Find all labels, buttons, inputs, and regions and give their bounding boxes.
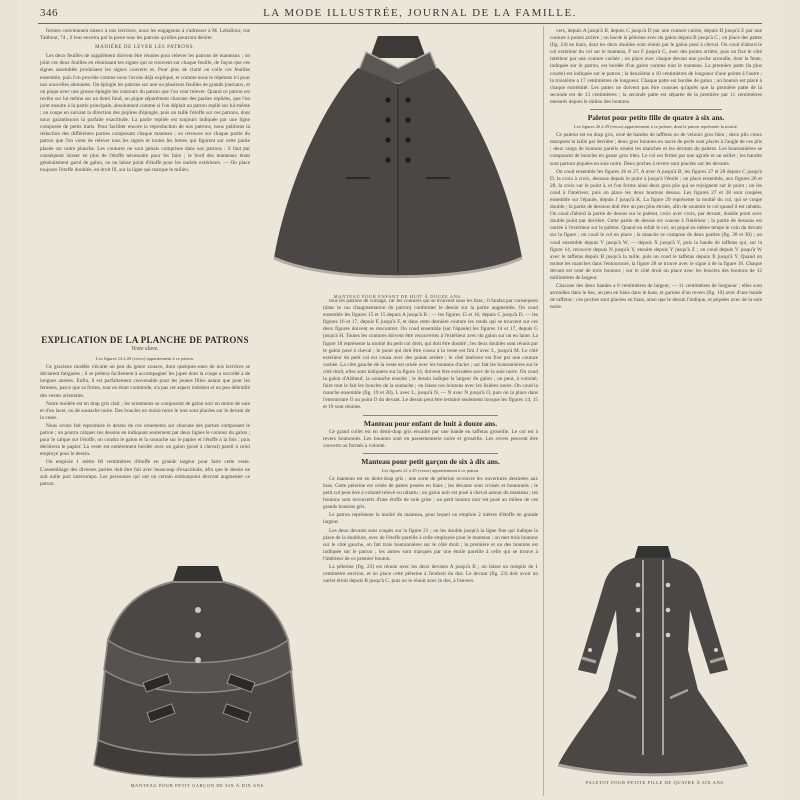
- caption-bottom-left: MANTEAU POUR PETIT GARÇON DE SIX À DIX ANS.: [130, 783, 266, 788]
- explication-heading: EXPLICATION DE LA PLANCHE DE PATRONS: [41, 335, 249, 345]
- girl-paragraph-3: Chacune des deux bandes a 8 centimètres de largeur, — 11 centimètres de longueur ; elles sont arrondies dans le bas, un peu en biais dans le haut, et garnies d'un revers (fig. 10) avec d'une bande de taffetas ; ces poches sont placées en biais, ainsi que le dessin l'indique, et piquées avec de la soie noire.: [550, 283, 762, 311]
- boy-figures-note: Les figures 21 à 25 (verso) appartiennent à ce patron.: [381, 467, 480, 473]
- manner-paragraph: Les deux feuilles de supplément doivent être réunies pour relever les patrons de manteaux ; on joint ces deux feuilles en réunissant les signes qui se trouvent sur chaque feuille, de façon que ces signes assemblés produisent les signes couverts et. Pour plus de clarté on colle ces feuilles ensemble, puis l'on procède comme nous l'avons déjà expliqué, et comme nous le répétons ici pour nos nouvelles abonnées. On épingle les patrons sur une ou plusieurs feuilles de grands journaux, et on pique avec une grosse épingle les contours du patron que l'on veut relever. Quand ce patron est revêtu sur lui-même sur un demi fond, on pique séparément chacune des parties repliées, que l'on joint ensuite à la partie principale, absolument comme si l'on déplait un patron replié sur lui-même ; on coupe en suivant la direction des piqûres d'épingle, puis on taille l'étoffe sur ces patrons, dont nous garantissons la parfaite exactitude. La partie repliée est toujours indiquée par une ligne composée de petits traits. Pour faciliter encore la reproduction de nos patrons, nous publions la réduction des différentes parties composant chaque manteau ; on retrouve sur chaque partie du patron que l'on vient de relever tous les signes et toutes les lettres qui figurent sur cette partie placée sur notre planche. Les coutures ne sont jamais comprises dans nos patrons : il faut par conséquent laisser en plus de l'étoffe nécessaire pour les faire ; le bord des manteaux étant généralement garni de galon, on ne laisse point d'étoffe pour les ourlets extérieurs. — On place toujours l'étoffe doublée, en droit fil, sur la ligne qui marque le milieu.: [40, 53, 250, 173]
- veste-paragraph-4: On emploie 1 mètre 60 centimètres d'étoffe en grande largeur pour faire cette veste. L'assemblage des diverses parties doit être fait avec beaucoup d'exactitude, afin que le dessin ne soit nulle part interrompu. Les personnes qui ont un certain embonpoint devront augmenter ce patron.: [40, 459, 250, 487]
- boy-paragraph-1: Ce manteau est en demi-drap gris ; une sorte de pèlerine recouvre les ouvertures destinées aux bras. Cette pèlerine est ornée de pattes posées en biais ; les devants sont croisés et boutonnés ; le petit col peut être à volonté relevé ou rabattu ; un galon noir est posé à cheval autour du manteau ; les boutons sont recouverts d'une étoffe de soie grise ; un petit bouton noir est posé au milieu de ces grands boutons gris.: [323, 475, 538, 511]
- journal-page: [18, 0, 778, 800]
- child-cape-heading: Manteau pour enfant de huit à douze ans.: [363, 418, 498, 428]
- intro-paragraph: formes conviennent mieux à nos lectrices, nous les engageons à s'adresser à M. Leballour, rue Taitbout, 74 ; il leur enverra par la poste tous les patrons qu'elles pourront désirer.: [40, 28, 250, 42]
- overcoat-illustration-left: [78, 560, 318, 785]
- veste-slave-subheading: Veste slave.: [131, 346, 159, 352]
- girl-figures-note: Les figures 26 à 29 (verso) appartiennent à ce paletot, dont le patron représente la moitié.: [574, 124, 738, 130]
- left-column-bottom: [40, 332, 250, 557]
- paletot-body: [558, 558, 748, 775]
- boy-paragraph-2: Le patron représente la moitié du manteau, pour lequel on emploie 2 mètres d'étoffe en grande largeur.: [323, 512, 538, 526]
- paletot-illustration-right: [538, 540, 768, 780]
- boy-overcoat-heading: Manteau pour petit garçon de six à dix ans.: [361, 456, 500, 466]
- header-rule: [38, 23, 762, 24]
- caption-top: MANTEAU POUR ENFANT DE HUIT À DOUZE ANS.: [333, 294, 463, 299]
- caption-bottom-right: PALETOT POUR PETITE FILLE DE QUATRE À SIX ANS.: [585, 780, 726, 785]
- middle-divider: [363, 415, 498, 416]
- girl-paragraph-2: On coud ensemble les figures 26 et 27, A avec A jusqu'à B, les figures 27 et 28 depuis C jusqu'à D, la croix à croix, dessous depuis le point à jusqu'à l'étoile ; on place ensemble, aux figures 26 et 28, la croix sur le point à, et l'on forme ainsi deux gros plis qui se rejoignent sur le point ; on les coud à l'intérieur, puis on place les deux boutons dessus. Les figures 27 et 28 sont coupées ensemble sur l'épaule, depuis J jusqu'à K. La figure 29 représente la moitié du col, qui se coupe double ; la partie de dessous doit être un peu plus étroite, afin de soutenir le col quand il est rabattu. On coud d'abord la partie de dessus sur le paletot, croix avec croix, par devant, double point avec double point par derrière. Cette partie de dessus est cousue à l'intérieur ; la partie de dessous est ourlée à l'extérieur sur le paletot. Quand on refait le col, on piqué en même temps le coin du devant sur la figure ; on coud le col en place ; la manche se compose de deux parties (fig. 28 et 30) ; on coud ensemble depuis V jusqu'à W, — depuis X jusqu'à Y, puis la bande de taffetas qui, sur la figure 14, recouvre depuis N jusqu'à Y, ensuite depuis Y jusqu'à Z ; on coud depuis V jusqu'à W avec le taffetas depuis B jusqu'à la taille, puis on coud le taffetas depuis X jusqu'à Y. Quand on monte les manches dans l'entournure, la figure 28 se trouve avec le signe à de la figure 16. Chaque devant est orné de trois boutons ; sur le côté droit on place avec les boucles des boutons de 12 millimètres de largeur.: [550, 168, 762, 281]
- middle-divider-2: [363, 453, 498, 454]
- boy-paragraph-4: La pèlerine (fig. 23) est réunie avec les deux devants A jusqu'à B ; on laisse un remplis de 1 centimètre environ, et on place cette pèlerine à l'endroit du dos. Le devant (fig. 23) doit avoir un ourlet étroit depuis B jusqu'à C, puis on le réunit avec le dos, à l'envers.: [323, 564, 538, 585]
- boy-paragraph-3: Les deux devants sont coupés sur la figure 21 ; on les double jusqu'à la ligne fine qui indique la place de la doublure, avec de l'étoffe pareille à celle employée pour le manteau ; on met trois boutons sur le côté gauche, on fait trois boutonnières sur le côté droit ; la première et un des boutons est indiquée sur le patron ; les autres sont marqués par une étoile pareille à celle qui se trouve à l'intérieur de ce premier bouton.: [323, 527, 538, 562]
- paletot-collar: [634, 546, 672, 560]
- veste-paragraph-3: Nous avons fait reproduire le dessin de ces ornements sur chacune des parties composant le patron ; on pourra calquer ces dessins en indiquant seulement par deux lignes le contour du galon ; pour le calque sur l'étoffe, on coudra le galon et la soutache sur le papier et l'étoffe à la fois ; puis déchirera le papier. La veste est entièrement bordée avec un galon (posé à cheval) pareil à celui employé pour le dessin.: [40, 422, 250, 458]
- girl-paragraph-1: Ce paletot est en drap gris, orné de bandes de taffetas ou de velours gros bleu ; deux plis creux marquent la taille par derrière ; deux gros boutons en nacre de perle sont placés à l'angle de ces plis ; deux rangs de boutons pareils ornent les manches et les devants du paletot. Les boutonnières se composent de boucles en ganse gros bleu. Le col est fermé par une agrafe et un œillet ; les bandes sont partout piquées en soie noire. Deux poches à revers sont placées sur les devants.: [550, 132, 762, 167]
- page-number: 346: [40, 7, 58, 19]
- veste-paragraph-1: Ce gracieux modèle s'écarte un peu du genre zouave, dont quelques-unes de nos lectrices se déclarent fatiguées ; il se prêtera facilement à accompagner les jupes dont la coupe a succédé à de longues années. Enfin, il est parfaitement convenable pour les jeunes filles autant que pour les femmes, parce que sa forme, tout en étant commode, n'a pas cet aspect indolent et un peu débraillé des vestes orientales.: [40, 364, 250, 399]
- veste-figures-note: Les figures 14 à 20 (verso) appartiennent à ce patron.: [96, 356, 194, 362]
- middle-column: [323, 298, 538, 795]
- left-column-top: [40, 28, 250, 328]
- page-header: [40, 4, 760, 22]
- right-paragraph-1: vers, depuis A jusqu'à B, depuis C jusqu'à D par une couture carrée, depuis D jusqu'à E par une couture à points arrière ; on borde la pèlerine avec du galon depuis B jusqu'à C ; on place des pattes (fig. 24) en biais, dont les deux doubles sont réunis par le galon posé à cheval. On coud d'abord le col extérieur du col sur le manteau, F sur F jusqu'à G, avec des points arrière, puis on fixe le côté intérieur par une couture cachée ; on place avec chaque devant une poche arrondie, dont la fente, indiquée sur le patron, est bordée d'un galon comme tout le manteau. La première patte (la plus courte) est indiquée sur le patron ; la deuxième a 10 centimètres de longueur d'une pointe à l'autre ; la troisième a 17 centimètres de longueur. Chaque patte est bordée de galon ; un bouton est placé à chaque extrémité. Les pattes ne doivent pas être cousues qu'après que la première patte de la seconde est de 13 centimètres ; la seconde patte est séparée de la première par 11 centimètres mesurés depuis le milieu des boutons.: [550, 28, 762, 105]
- manner-heading: MANIÈRE DE LEVER LES PATRONS.: [95, 45, 195, 51]
- right-divider: [590, 109, 722, 110]
- girl-paletot-heading: Paletot pour petite fille de quatre à six ans.: [587, 113, 725, 123]
- veste-paragraph-2: Notre modèle est en drap gris clair ; les ornements se composent de galon noir en moire de soie et d'un lacet, ou de soutache noire. Des boucles en moire noire le tout sont placées sur le devant de la veste.: [40, 400, 250, 421]
- middle-paragraph-1: tous les patrons de corsage, car les coutures qui se trouvent sous les bras ; il faudra par conséquent (dans le cas d'augmentation du patron) conformer le dessin sur la partie augmentée. On coud ensemble les figures 15 et 15 depuis A jusqu'à B ; — les figures 15 et 16, depuis C jusqu'à D, — les figures 16 et 17, depuis E jusqu'à F, et dans cette dernière couture les ronds qui se trouvent sur ces deux figures doivent se rencontrer. On coud ensemble (sur l'épaule) les figures 14 et 17, depuis G jusqu'à H. Toutes les coutures doivent être recouvertes à l'extérieur avec du galon sur un en laine. La figure 18 représente la moitié du petit col droit, qui doit être doublé ; les deux doubles sont réunis par le galon posé à cheval ; le point qui doit être cousu à la veste est fini J avec L, jusqu'à M. Le côté extérieur du petit col est cousu avec des points arrière ; le côté intérieur est fixé par une couture cachée. La côte gauche de la veste est ornée avec les boutons d'acier ; sur fait les boutonnières sur le côté droit, elles sont indiquées sur la figure 14, doivent être exécutées avec de la soie noire. On coud la galon d'Alsbeuf, la soutache ensuite ; le dessin indique la largeur du galon ; on peut, à volonté, faire tout le fait les boucles de la soutache ; on laisse ces boutons avec les lisières nores. On coud la manche ensemble (fig. 19 et 20), L avec L, jusqu'à N, — N avec N jusqu'à O, puis on la place dans l'entournure O au point O du devant. Le dessin peut être terminé seulement lorsque les figures 14, 15 et 19 sont réunies.: [323, 298, 538, 411]
- cape-illustration-top: [258, 28, 538, 293]
- journal-title: LA MODE ILLUSTRÉE, JOURNAL DE LA FAMILLE.: [263, 7, 577, 19]
- child-cape-paragraph: Ce grand collet est en demi-drap gris encadré par une bande en taffetas groseille. Le col est à revers boutonnés. Les boutons sont en passementerie noire et groseille. Les revers peuvent être couverts ou formés à volonté.: [323, 428, 538, 449]
- right-column: [550, 28, 762, 538]
- cape-collar: [370, 36, 426, 58]
